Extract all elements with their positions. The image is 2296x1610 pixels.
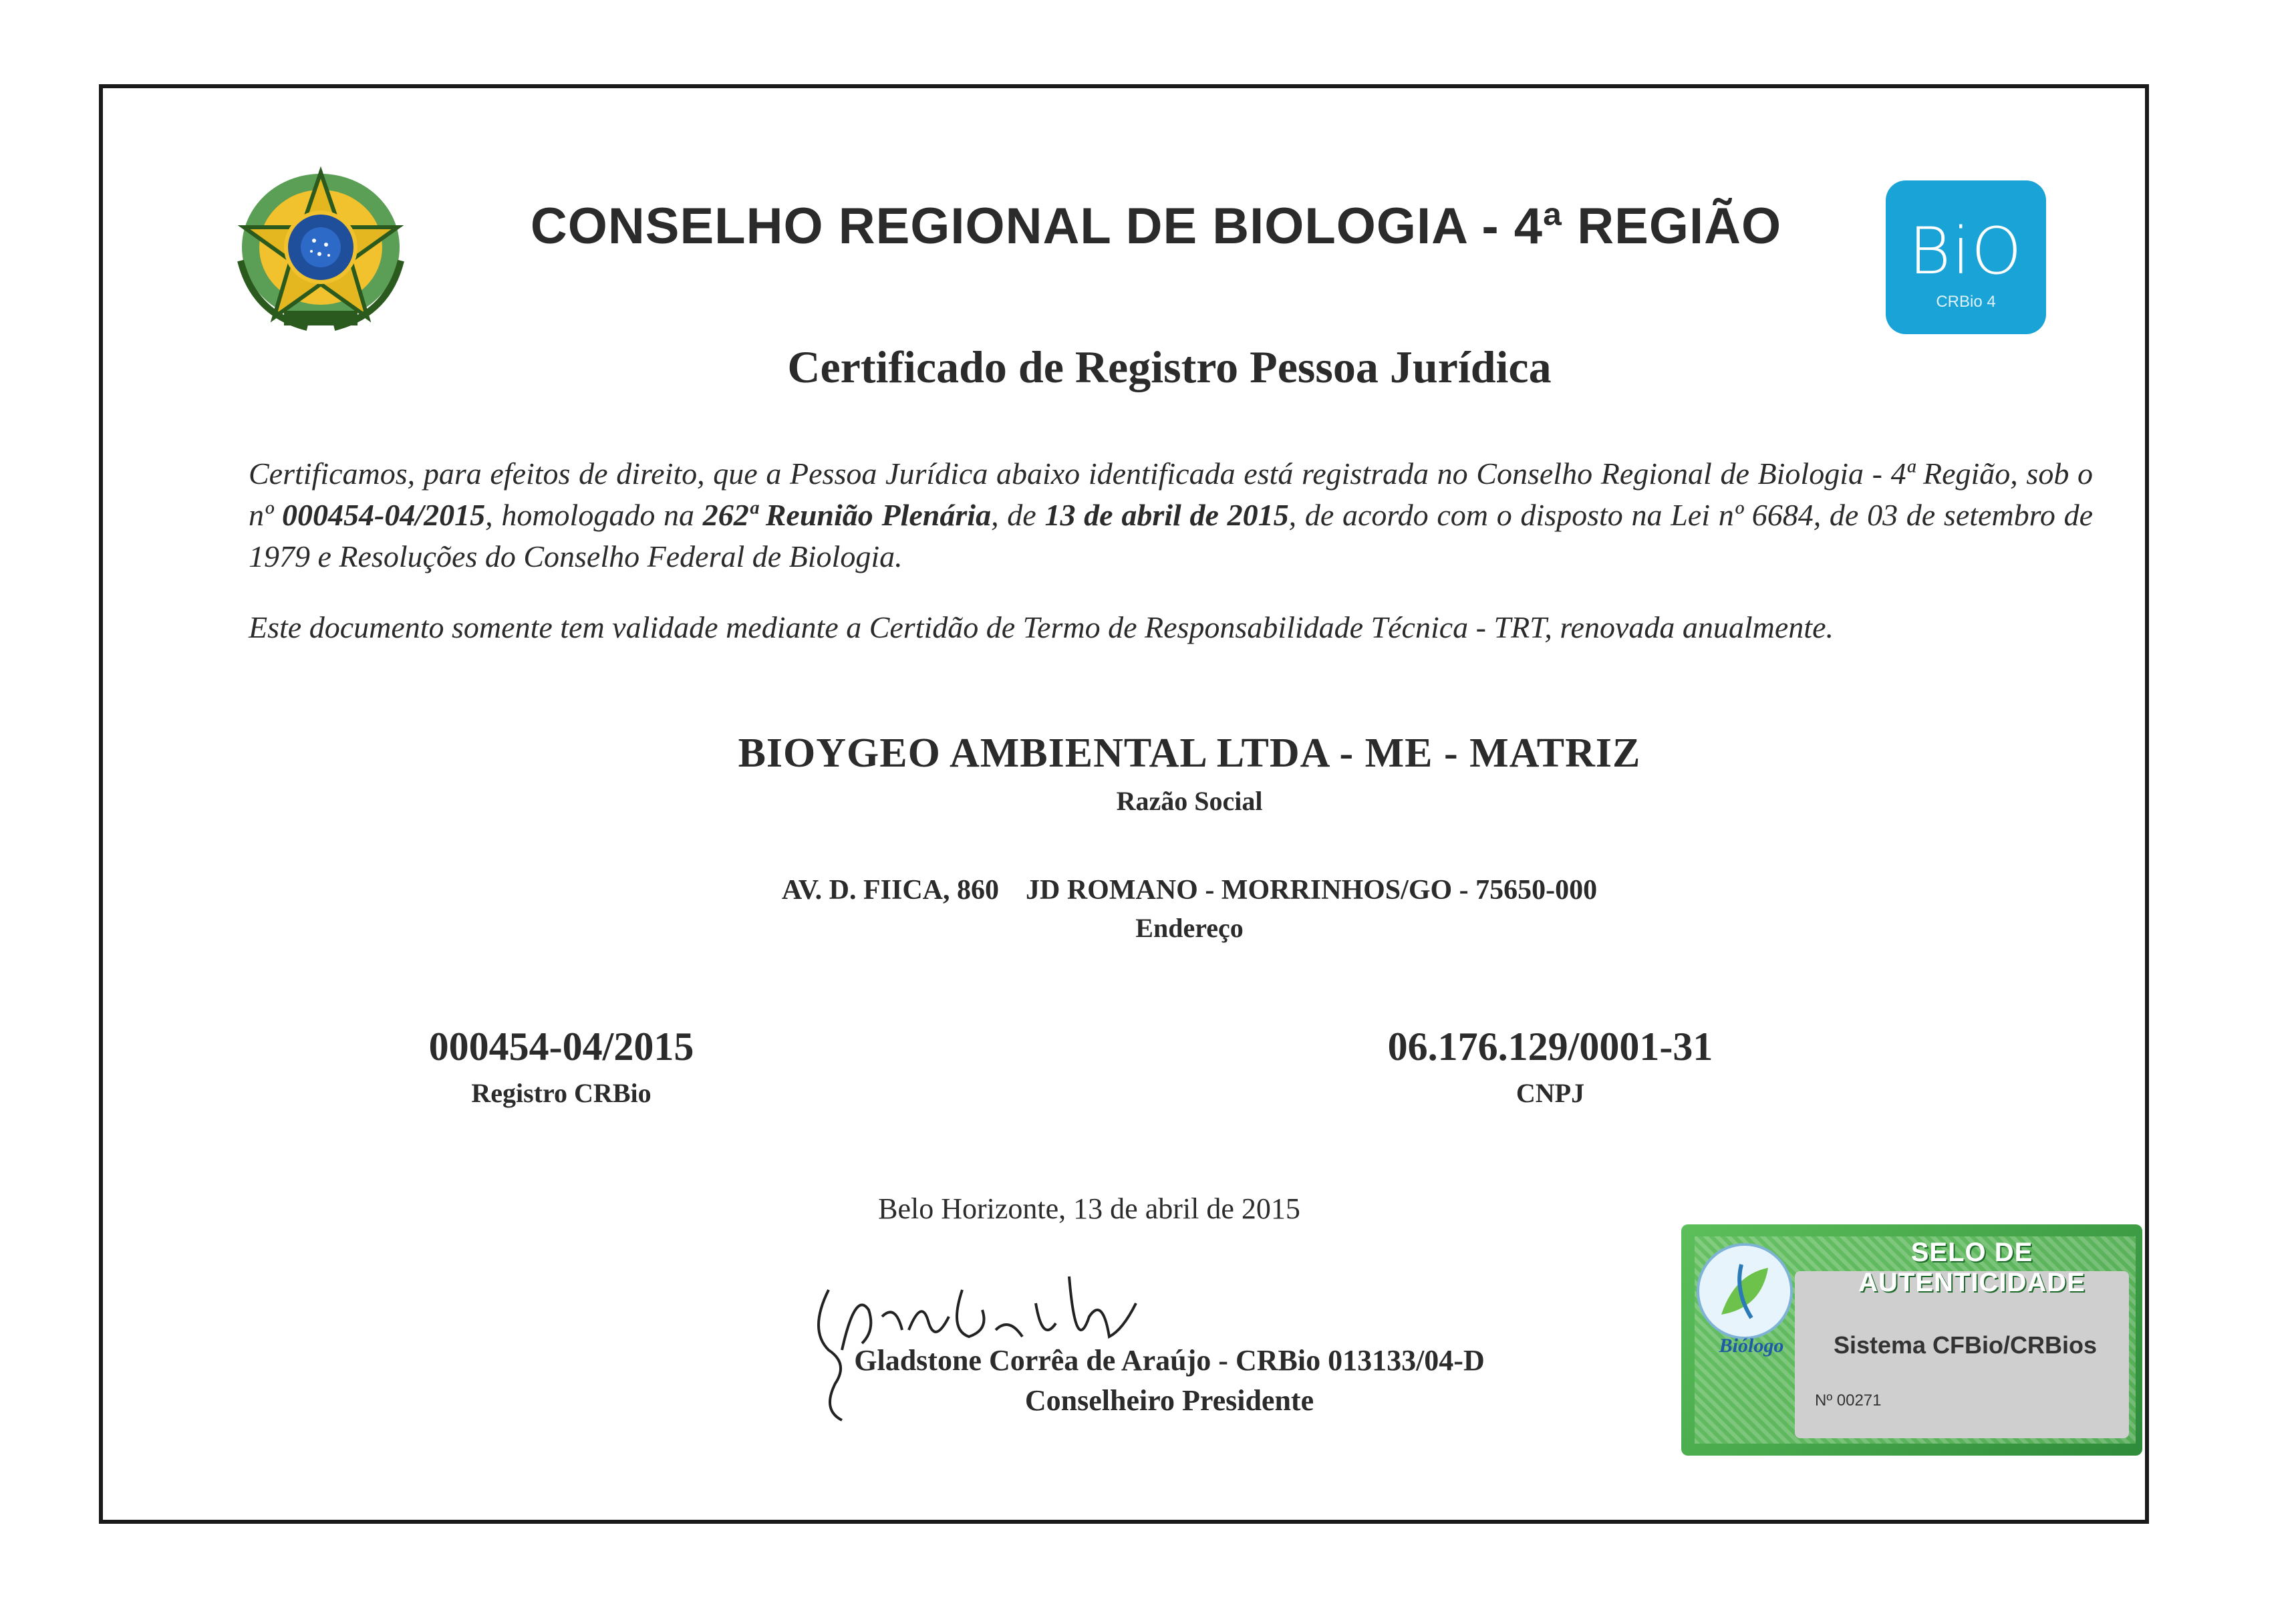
paragraph-text: Certificamos, para efeitos de direito, que a Pessoa Jurídica abaixo identificada está registrada no Conselho Regional de Biologia - 4ª Região, sob o nº bbox=[249, 456, 2093, 532]
registration-number: 000454-04/2015 bbox=[428, 1025, 694, 1069]
paragraph-date: 13 de abril de 2015 bbox=[1044, 498, 1289, 532]
seal-brand: Biólogo bbox=[1719, 1335, 1784, 1357]
crbio-logo bbox=[1886, 180, 2046, 334]
validity-paragraph: Este documento somente tem validade mediante a Certidão de Termo de Responsabilidade Técnica - TRT, renovada anualmente. bbox=[249, 610, 1834, 644]
company-address bbox=[468, 874, 1911, 906]
coat-of-arms-icon bbox=[227, 160, 414, 341]
seal-title: SELO DE AUTENTICIDADE bbox=[1858, 1238, 2086, 1297]
council-title: CONSELHO REGIONAL DE BIOLOGIA - 4ª REGIÃO bbox=[530, 198, 1782, 255]
cnpj-number: 06.176.129/0001-31 bbox=[1387, 1025, 1713, 1069]
paragraph-text: , homologado na bbox=[485, 498, 703, 532]
paragraph-registration: 000454-04/2015 bbox=[282, 498, 486, 532]
signer-name: Gladstone Corrêa de Araújo - CRBio 013133/04-D bbox=[854, 1344, 1485, 1377]
seal-system: Sistema CFBio/CRBios bbox=[1833, 1331, 2098, 1359]
place-date: Belo Horizonte, 13 de abril de 2015 bbox=[878, 1192, 1300, 1225]
certificate-title: Certificado de Registro Pessoa Jurídica bbox=[787, 342, 1552, 392]
address-street: AV. D. FIICA, 860 bbox=[781, 875, 1000, 906]
paragraph-meeting: 262ª Reunião Plenária bbox=[702, 498, 992, 532]
authenticity-seal bbox=[1681, 1224, 2142, 1456]
registration-label: Registro CRBio bbox=[471, 1078, 652, 1108]
company-label: Razão Social bbox=[1116, 786, 1263, 816]
company-name: BIOYGEO AMBIENTAL LTDA - ME - MATRIZ bbox=[738, 730, 1641, 776]
crbio-logo-main: BiO bbox=[1908, 214, 2023, 289]
address-label: Endereço bbox=[1135, 913, 1244, 943]
signer-role: Conselheiro Presidente bbox=[1024, 1384, 1314, 1417]
certification-paragraph bbox=[249, 453, 2093, 577]
address-district: JD ROMANO - MORRINHOS/GO - 75650-000 bbox=[1026, 875, 1598, 906]
cnpj-label: CNPJ bbox=[1516, 1078, 1585, 1108]
paragraph-text: , de acordo com o disposto na Lei nº 6684, de 03 de setembro de 1979 e Resoluções do Conselho Federal de Biologia. bbox=[249, 498, 2094, 573]
seal-number: Nº 00271 bbox=[1815, 1391, 1882, 1410]
biologo-leaf-icon bbox=[1695, 1241, 1795, 1341]
paragraph-text: , de bbox=[991, 498, 1045, 532]
crbio-logo-sub: CRBio 4 bbox=[1936, 293, 1996, 311]
